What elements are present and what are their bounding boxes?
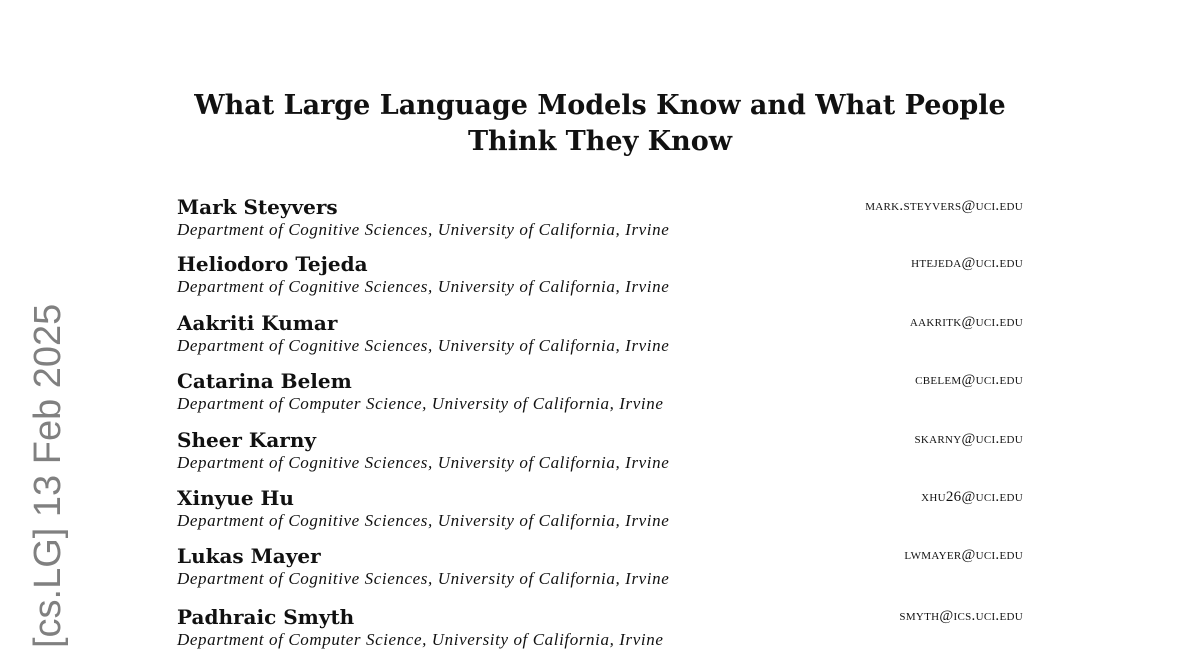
author-email[interactable]: htejeda@uci.edu — [911, 255, 1023, 271]
author-name: Sheer Karny — [177, 428, 316, 452]
author-block — [177, 369, 1023, 421]
title-line-2: Think They Know — [467, 126, 733, 157]
author-affiliation: Department of Cognitive Sciences, University of California, Irvine — [177, 220, 670, 239]
author-email[interactable]: skarny@uci.edu — [914, 431, 1023, 447]
author-name: Lukas Mayer — [177, 544, 321, 568]
author-email[interactable]: smyth@ics.uci.edu — [899, 608, 1023, 624]
author-block — [177, 428, 1023, 480]
author-block — [177, 544, 1023, 596]
author-name: Mark Steyvers — [177, 195, 338, 219]
author-email[interactable]: aakritk@uci.edu — [909, 314, 1023, 330]
author-email[interactable]: xhu26@uci.edu — [921, 489, 1023, 505]
author-affiliation: Department of Cognitive Sciences, University of California, Irvine — [177, 336, 670, 355]
title-line-1: What Large Language Models Know and What People — [194, 90, 1006, 121]
author-name: Aakriti Kumar — [177, 311, 338, 335]
author-block — [177, 252, 1023, 304]
author-email[interactable]: cbelem@uci.edu — [915, 372, 1023, 388]
author-name: Heliodoro Tejeda — [177, 252, 368, 276]
author-affiliation: Department of Cognitive Sciences, University of California, Irvine — [177, 511, 670, 530]
author-email[interactable]: mark.steyvers@uci.edu — [865, 198, 1023, 214]
author-affiliation: Department of Cognitive Sciences, University of California, Irvine — [177, 277, 670, 296]
author-block — [177, 195, 1023, 247]
author-affiliation: Department of Computer Science, University of California, Irvine — [177, 630, 664, 649]
paper-title — [150, 88, 1050, 160]
author-email[interactable]: lwmayer@uci.edu — [904, 547, 1023, 563]
author-name: Xinyue Hu — [177, 486, 294, 510]
author-block — [177, 605, 1023, 657]
author-name: Catarina Belem — [177, 369, 352, 393]
author-affiliation: Department of Computer Science, University of California, Irvine — [177, 394, 664, 413]
author-affiliation: Department of Cognitive Sciences, University of California, Irvine — [177, 569, 670, 588]
author-affiliation: Department of Cognitive Sciences, University of California, Irvine — [177, 453, 670, 472]
author-block — [177, 486, 1023, 538]
author-name: Padhraic Smyth — [177, 605, 355, 629]
arxiv-side-stamp: [cs.LG] 13 Feb 2025 — [27, 303, 69, 648]
author-block — [177, 311, 1023, 363]
